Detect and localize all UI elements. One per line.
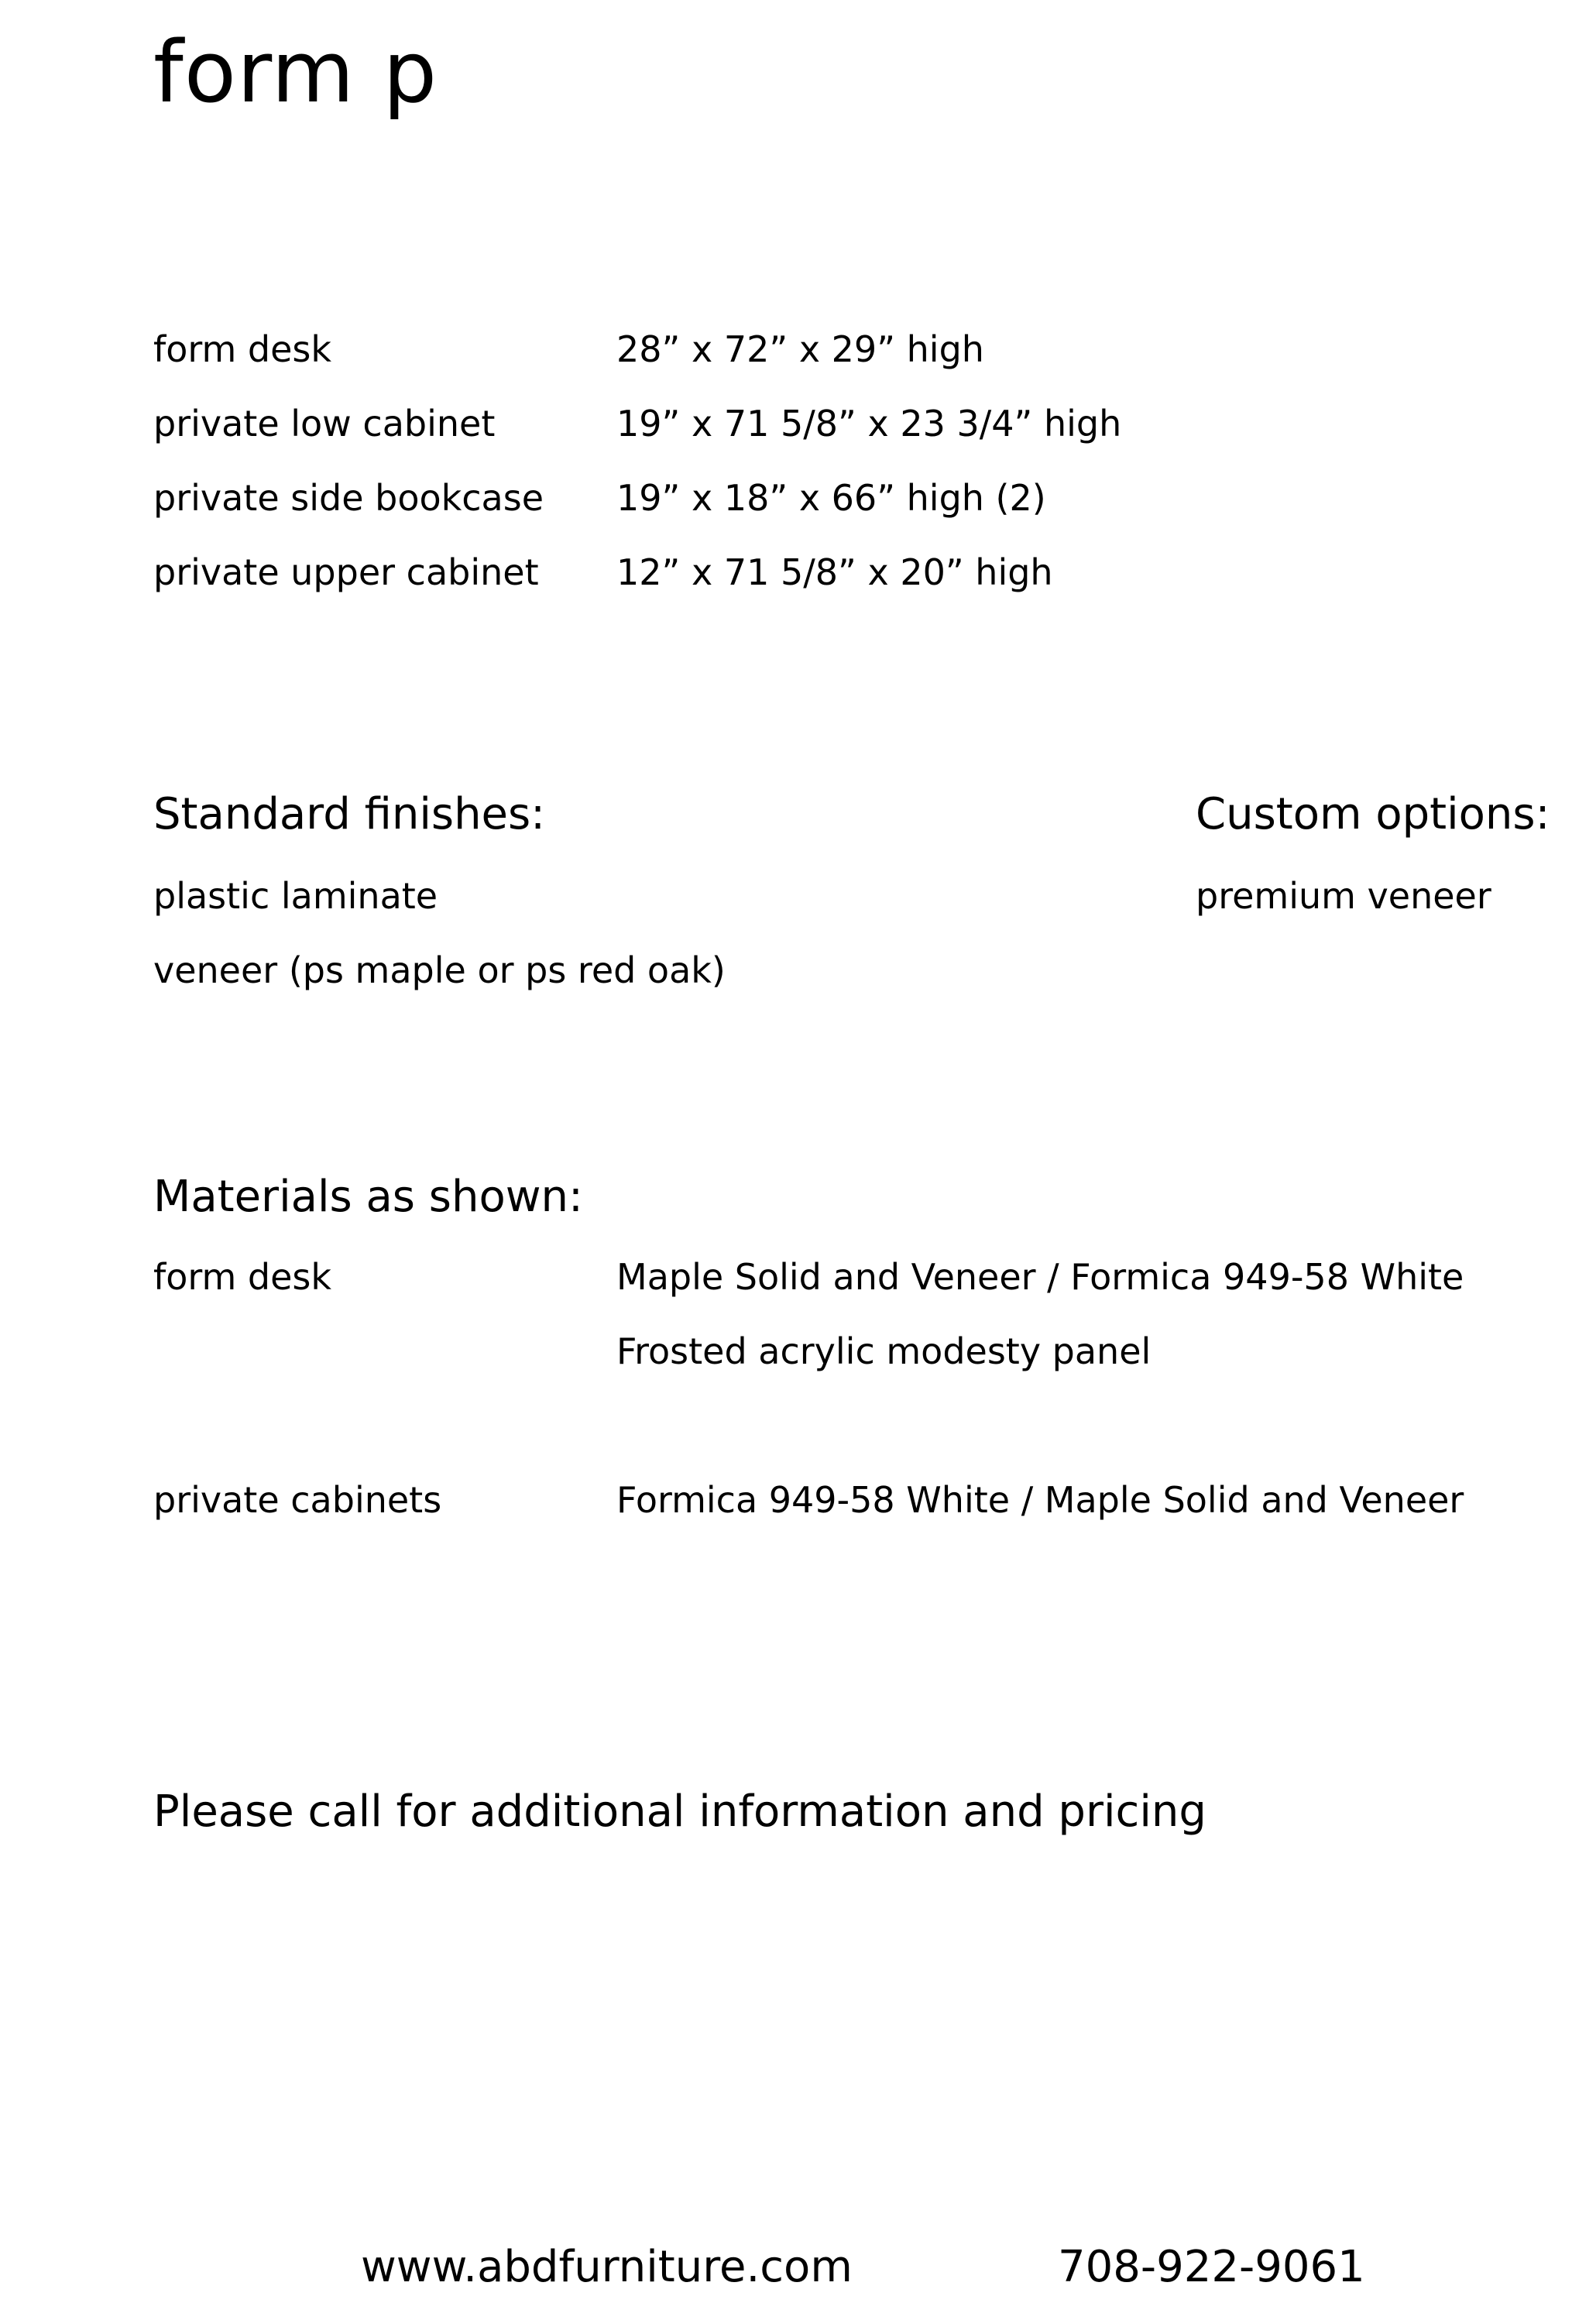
materials-heading: Materials as shown: xyxy=(153,1172,583,1222)
materials-row-label: private cabinets xyxy=(153,1479,442,1521)
standard-finishes-heading: Standard finishes: xyxy=(153,789,546,839)
dimension-item-size: 28” x 72” x 29” high xyxy=(616,328,984,370)
materials-row-value: Frosted acrylic modesty panel xyxy=(616,1330,1152,1372)
custom-option-item: premium veneer xyxy=(1196,875,1491,917)
dimension-item-size: 19” x 18” x 66” high (2) xyxy=(616,477,1046,519)
page-title: form p xyxy=(153,22,438,122)
dimension-item-label: form desk xyxy=(153,328,331,370)
finish-item: plastic laminate xyxy=(153,875,438,917)
finish-item: veneer (ps maple or ps red oak) xyxy=(153,949,726,991)
dimension-item-label: private low cabinet xyxy=(153,403,496,444)
dimension-item-size: 12” x 71 5/8” x 20” high xyxy=(616,551,1053,593)
closing-note: Please call for additional information and pricing xyxy=(153,1786,1206,1837)
footer-phone: 708-922-9061 xyxy=(1058,2242,1365,2292)
dimension-item-label: private side bookcase xyxy=(153,477,544,519)
dimension-item-label: private upper cabinet xyxy=(153,551,539,593)
materials-row-value: Formica 949-58 White / Maple Solid and Veneer xyxy=(616,1479,1464,1521)
materials-row-label: form desk xyxy=(153,1256,331,1298)
custom-options-heading: Custom options: xyxy=(1196,789,1550,839)
materials-row-value: Maple Solid and Veneer / Formica 949-58 White xyxy=(616,1256,1464,1298)
dimension-item-size: 19” x 71 5/8” x 23 3/4” high xyxy=(616,403,1122,444)
footer-website-link[interactable]: www.abdfurniture.com xyxy=(361,2242,853,2292)
